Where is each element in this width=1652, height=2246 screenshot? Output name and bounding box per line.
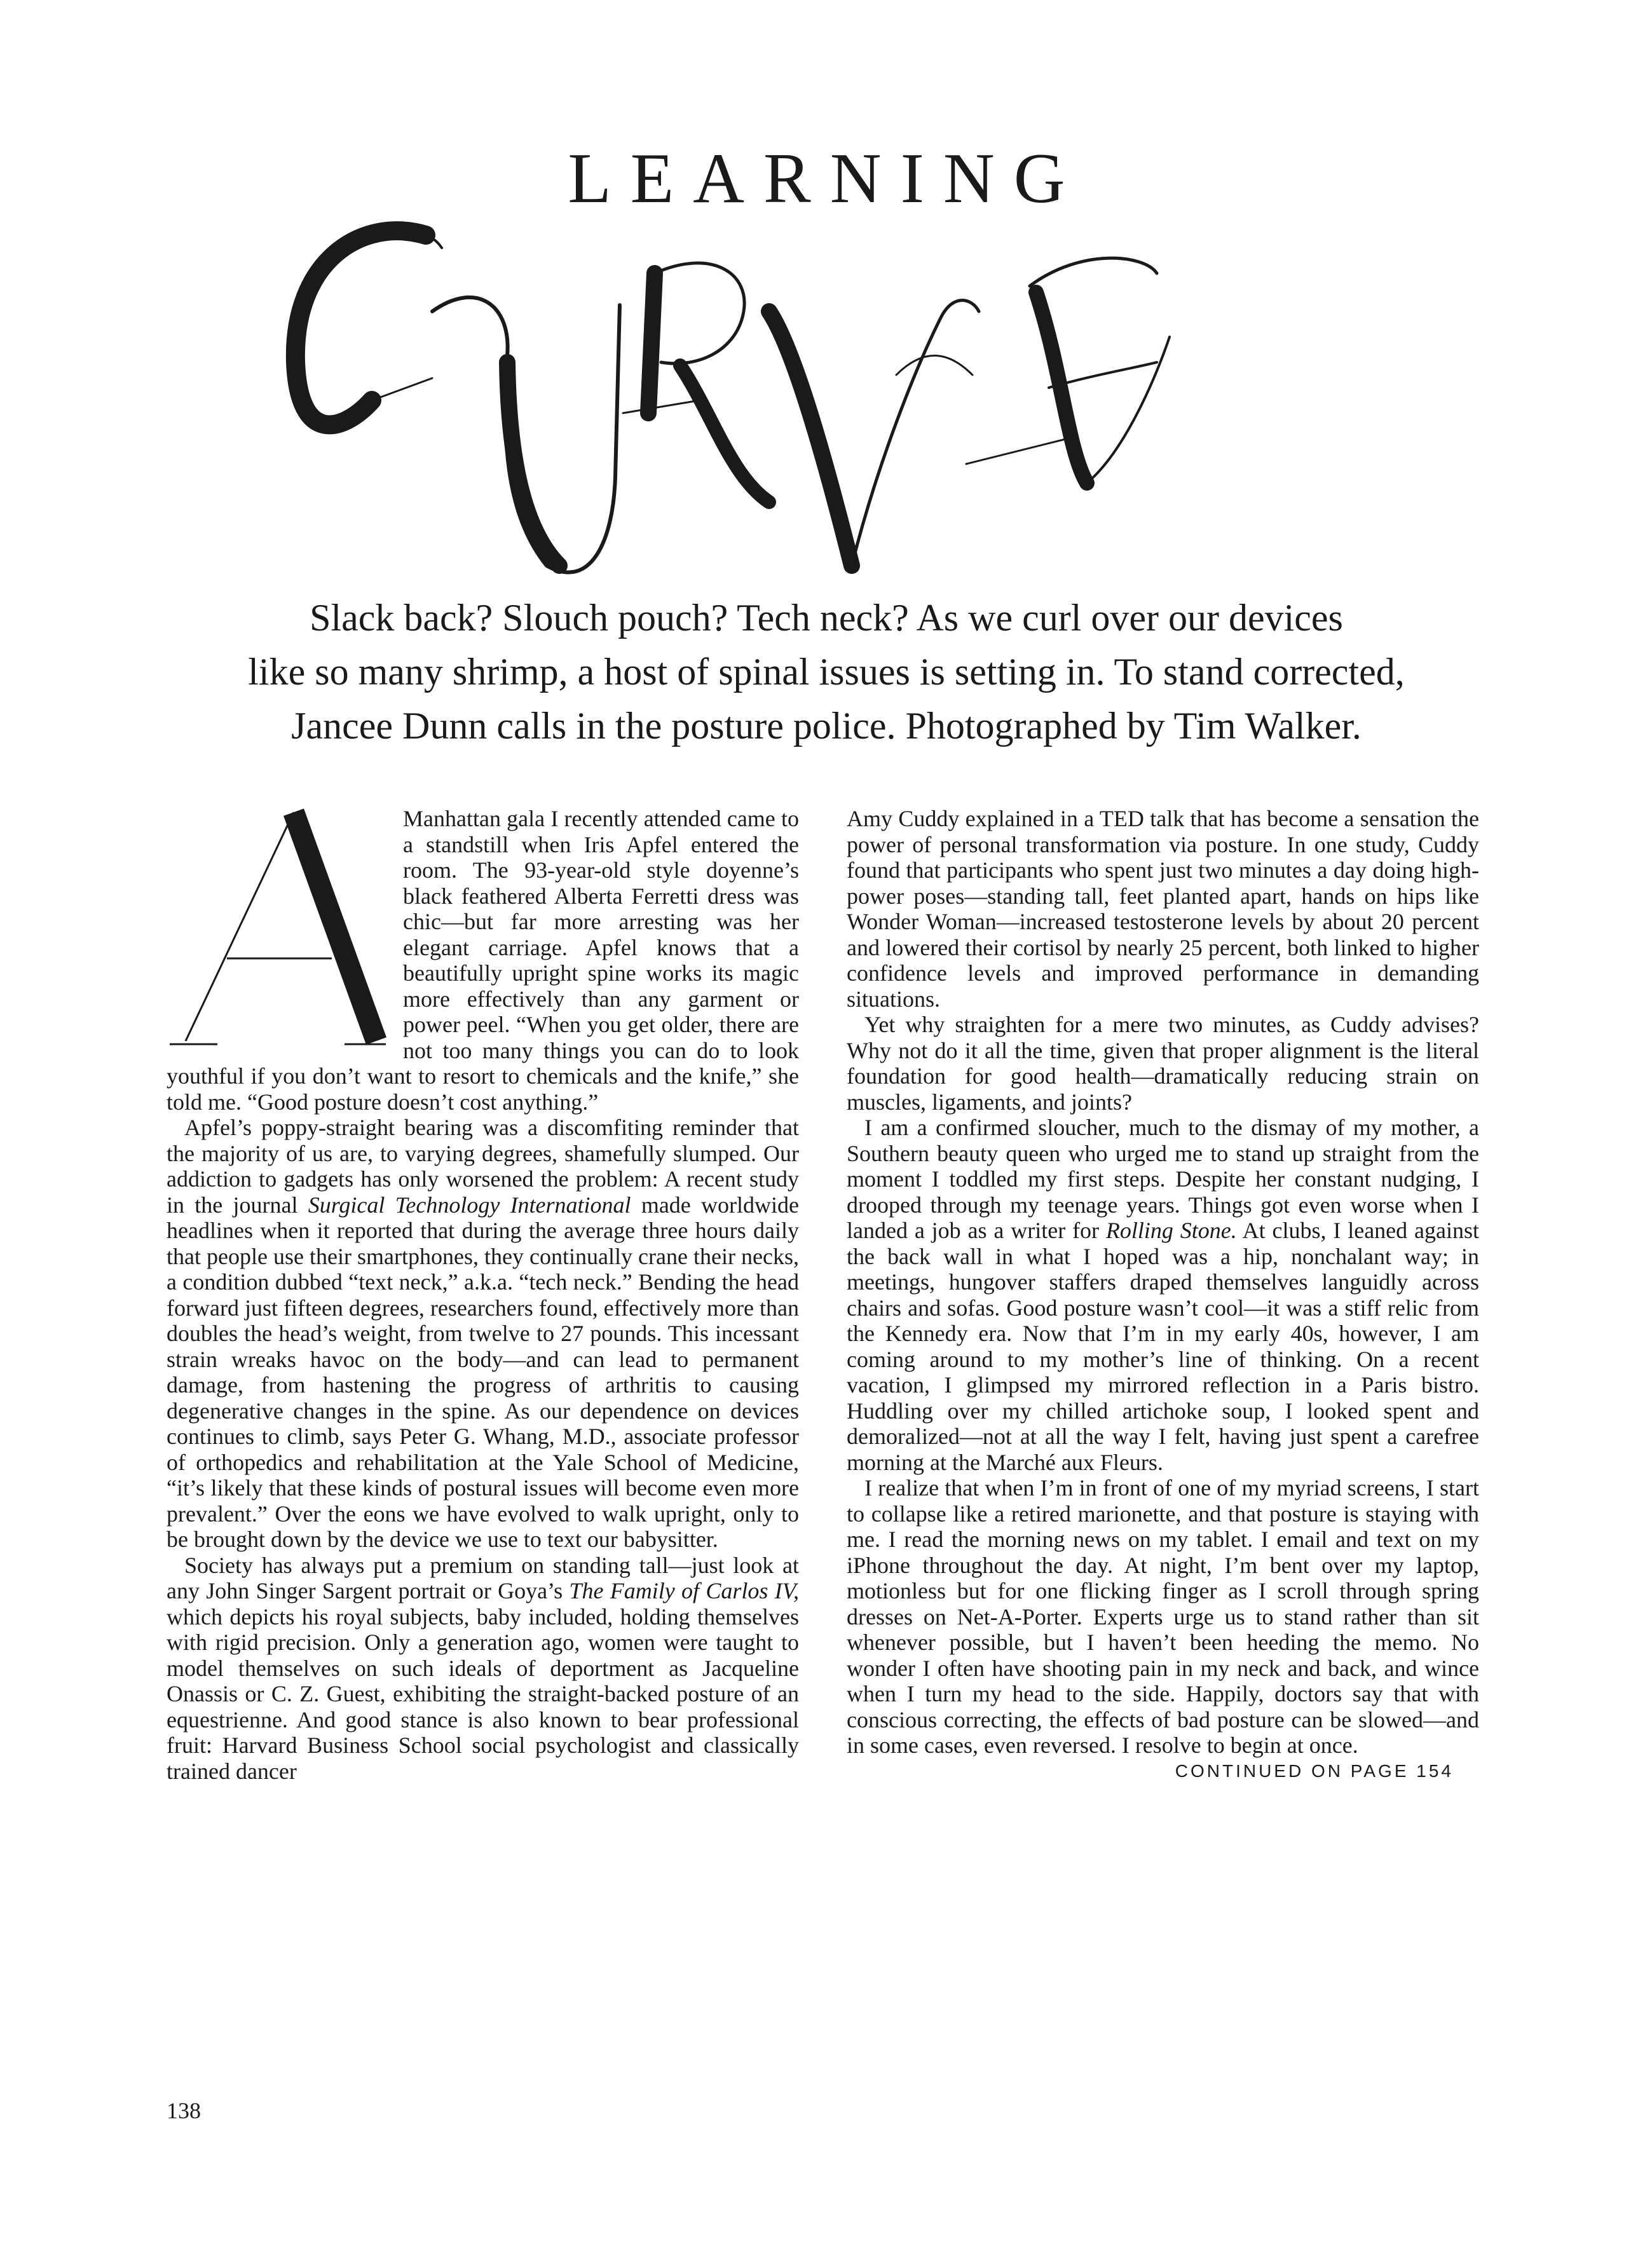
dek-line: like so many shrimp, a host of spinal issues is setting in. To stand corrected,: [248, 651, 1405, 693]
paragraph-text: I am a confirmed sloucher, much to the dismay of my mother, a Southern beauty queen who urged me to stand up straight from the moment I toddled my first steps. Despite her constant nudging, I drooped through my teenage years. Things got even worse when I landed a job as a writer for: [847, 1115, 1479, 1243]
dek: [178, 591, 1475, 753]
article-column-right: [847, 806, 1479, 1784]
paragraph-text: Manhattan gala I recently attended came to a standstill when Iris Apfel entered the room. The 93-year-old style doyenne’s black feathered Alberta Ferretti dress was chic—but far more arresting was her elegant carriage. Apfel knows that a beautifully upright spine works its magic more effectively than any garment or power peel. “When you get older, there are not too many things you can do to look youthful if you don’t want to resort to chemicals and the knife,” she told me. “Good posture doesn’t cost anything.”: [167, 806, 799, 1115]
paragraph: Amy Cuddy explained in a TED talk that has become a sensation the power of personal transformation via posture. In one study, Cuddy found that participants who spent just two minutes a day doing high-power poses—standing tall, feet planted apart, hands on hips like Wonder Woman—increased testosterone levels by about 20 percent and lowered their cortisol by nearly 25 percent, both linked to higher confidence levels and improved performance in demanding situations.: [847, 806, 1479, 1012]
kicker-title: LEARNING: [568, 139, 1084, 218]
page-number: 138: [167, 2098, 201, 2123]
paragraph-text: At clubs, I leaned against the back wall in what I hoped was a hip, nonchalant way; in meetings, hungover staffers draped themselves languidly across chairs and sofas. Good posture wasn’t cool—it was a stiff relic from the Kennedy era. Now that I’m in my early 40s, however, I am coming around to my mother’s line of thinking. On a recent vacation, I glimpsed my mirrored reflection in a Paris bistro. Huddling over my chilled artichoke soup, I looked spent and demoralized—not at all the way I felt, having just spent a carefree morning at the Marché aux Fleurs.: [847, 1218, 1479, 1475]
dek-line: Jancee Dunn calls in the posture police. Photographed by Tim Walker.: [291, 705, 1362, 747]
paragraph-text: Society has always put a premium on standing tall—just look at any John Singer Sargent portrait or Goya’s: [167, 1552, 799, 1603]
paragraph-text: Apfel’s poppy-straight bearing was a discomfiting reminder that the majority of us are, to varying degrees, shamefully slumped. Our addiction to gadgets has only worsened the problem: A recent study in the journal: [167, 1115, 799, 1218]
paragraph: [167, 1553, 799, 1785]
drop-cap: [167, 806, 389, 1060]
paragraph: [167, 806, 799, 1115]
curve-title-logo: [267, 210, 1386, 591]
paragraph-text: which depicts his royal subjects, baby included, holding themselves with rigid precision. Only a generation ago, women were taught to model themselves on such ideals of deportment as Jacqueline Onassis or C. Z. Guest, exhibiting the straight-backed posture of an equestrienne. And good stance is also known to bear professional fruit: Harvard Business School social psychologist and classically trained dancer: [167, 1603, 799, 1784]
paragraph-text: I realize that when I’m in front of one of my myriad screens, I start to collapse like a retired marionette, and that posture is staying with me. I read the morning news on my tablet. I email and text on my iPhone throughout the day. At night, I’m bent over my laptop, motionless but for one flicking finger as I scroll through spring dresses on Net-A-Porter. Experts urge us to stand rather than sit whenever possible, but I haven’t been heeding the memo. No wonder I often have shooting pain in my neck and back, and wince when I turn my head to the side. Happily, doctors say that with conscious correcting, the effects of bad posture can be slowed—and in some cases, even reversed. I resolve to begin at once.: [847, 1475, 1479, 1758]
paragraph: [847, 1115, 1479, 1475]
paragraph: Yet why straighten for a mere two minutes, as Cuddy advises? Why not do it all the time, given that proper alignment is the literal foundation for good health—dramatically reducing strain on muscles, ligaments, and joints?: [847, 1012, 1479, 1115]
paragraph: [167, 1115, 799, 1553]
paragraph: [847, 1475, 1479, 1781]
artwork-title: The Family of Carlos IV,: [569, 1578, 800, 1603]
magazine-title: Rolling Stone.: [1105, 1218, 1237, 1243]
article-column-left: [167, 806, 799, 1784]
paragraph-text: made worldwide headlines when it reported that during the average three hours daily that people use their smartphones, they continually crane their necks, a condition dubbed “text neck,” a.k.a. “tech neck.” Bending the head forward just fifteen degrees, researchers found, effectively more than doubles the head’s weight, from twelve to 27 pounds. This incessant strain wreaks havoc on the body—and can lead to permanent damage, from hastening the progress of arthritis to causing degenerative changes in the spine. As our dependence on devices continues to climb, says Peter G. Whang, M.D., associate professor of orthopedics and rehabilitation at the Yale School of Medicine, “it’s likely that these kinds of postural issues will become even more prevalent.” Over the eons we have evolved to walk upright, only to be brought down by the device we use to text our babysitter.: [167, 1192, 800, 1552]
dek-line: Slack back? Slouch pouch? Tech neck? As we curl over our devices: [310, 597, 1343, 639]
continued-line: CONTINUED ON PAGE 154: [1175, 1760, 1454, 1781]
journal-title: Surgical Technology International: [308, 1192, 631, 1218]
